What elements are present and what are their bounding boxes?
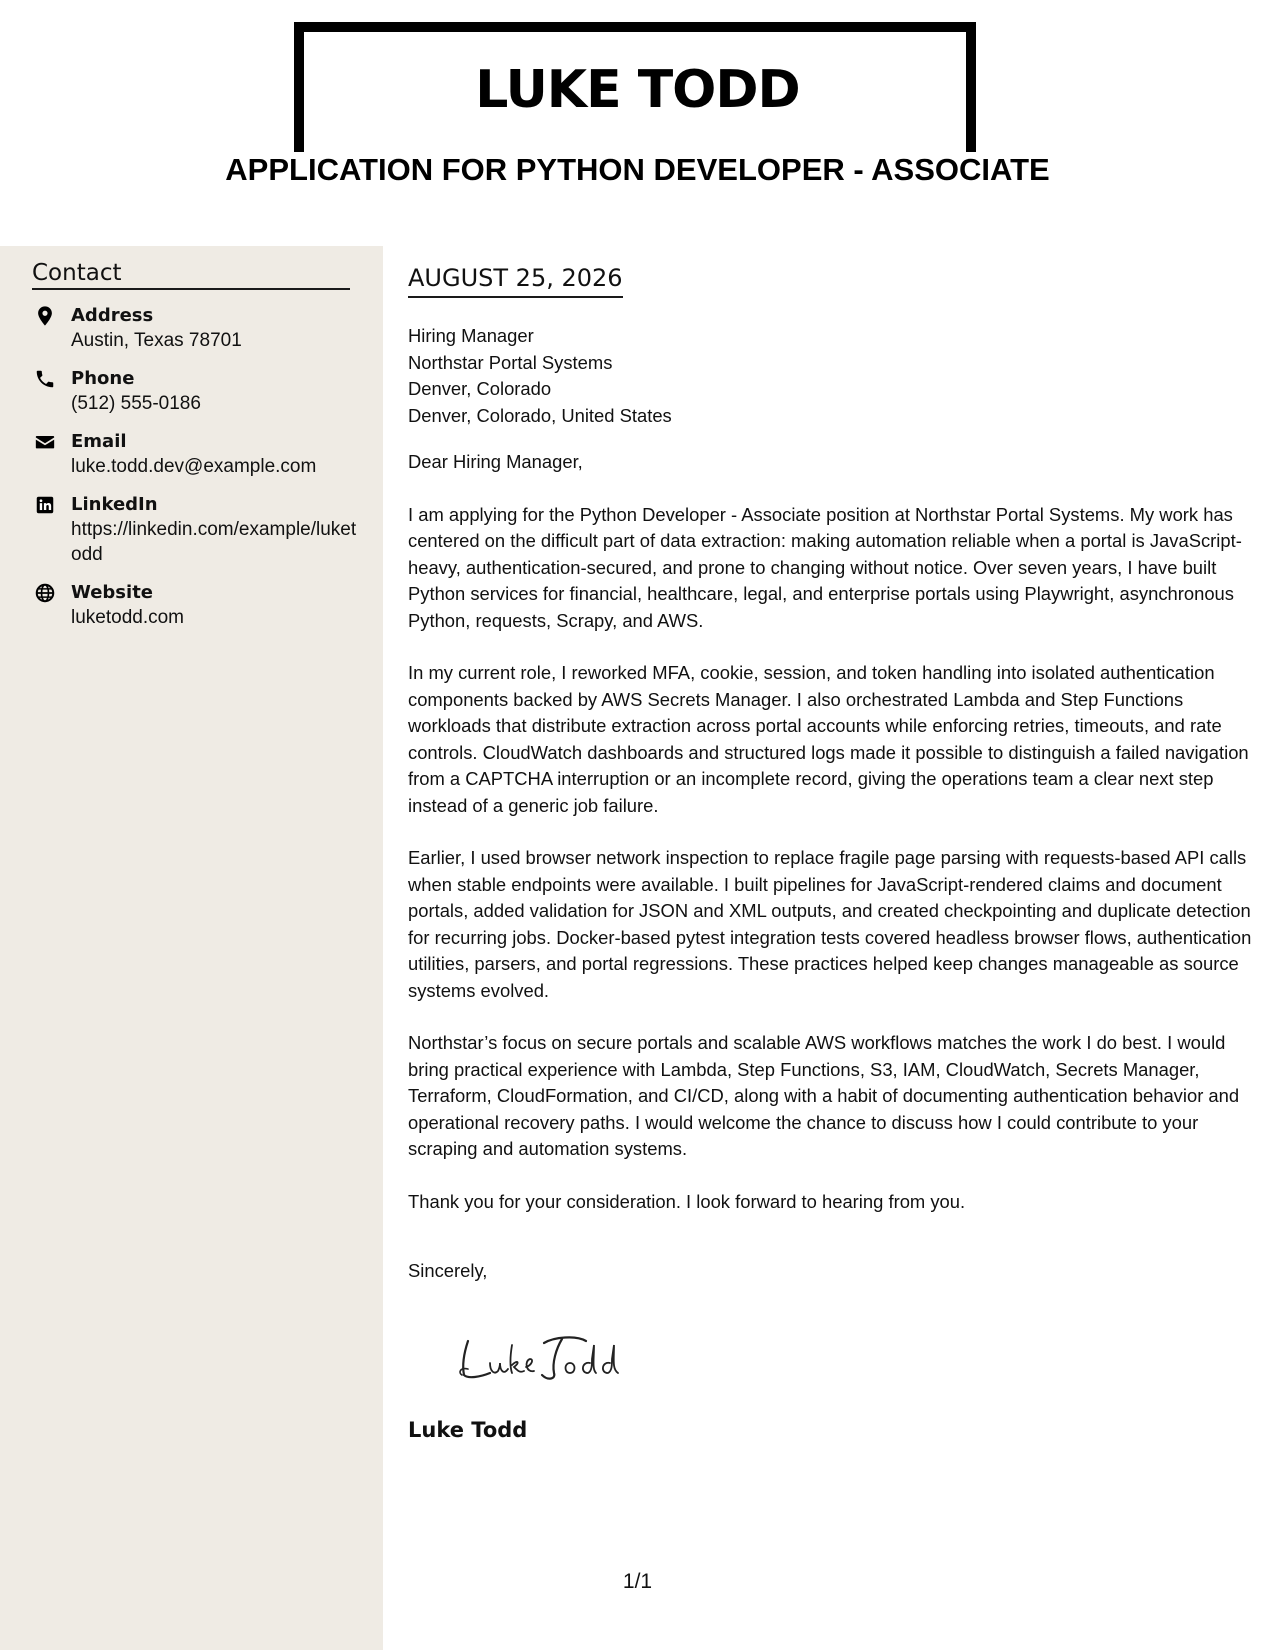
linkedin-icon <box>34 494 56 516</box>
contact-list <box>32 303 362 643</box>
map-pin-icon <box>34 305 56 327</box>
globe-icon <box>34 582 56 604</box>
body-paragraph: I am applying for the Python Developer - Associate position at Northstar Portal Systems. My work has centered on the difficult part of data extraction: making automation reliable when a portal is JavaScript-heavy, authentication-secured, and prone to changing without notice. Over seven years, I have built Python services for financial, healthcare, legal, and enterprise portals using Playwright, asynchronous Python, requests, Scrapy, and AWS. <box>408 503 1242 631</box>
phone-value: (512) 555-0186 <box>71 393 201 414</box>
contact-item-linkedin <box>32 492 362 567</box>
contact-item-email <box>32 429 362 479</box>
application-title: APPLICATION FOR PYTHON DEVELOPER - ASSOCIATE <box>225 152 1050 187</box>
contact-item-website <box>32 580 362 630</box>
body-paragraph: In my current role, I reworked MFA, cookie, session, and token handling into isolated authentication components backed by AWS Secrets Manager. I also orchestrated Lambda and Step Functions workloads that distribute extraction across portal accounts while enforcing retries, timeouts, and rate controls. CloudWatch dashboards and structured logs made it possible to distinguish a failed navigation from a CAPTCHA interruption or an incomplete record, giving the operations team a clear next step instead of a generic job failure. <box>408 662 1249 816</box>
contact-label: Email <box>71 431 127 452</box>
letter-body <box>408 323 1253 1285</box>
phone-icon <box>34 368 56 390</box>
closing: Sincerely, <box>408 1260 488 1281</box>
contact-label: Address <box>71 305 154 326</box>
recipient-block <box>408 323 1253 429</box>
letter-date: AUGUST 25, 2026 <box>408 264 623 298</box>
recipient-line: Denver, Colorado, United States <box>408 404 672 426</box>
website-value[interactable]: luketodd.com <box>71 607 185 628</box>
contact-heading: Contact <box>32 260 350 290</box>
body-paragraph: Thank you for your consideration. I look forward to hearing from you. <box>408 1190 966 1212</box>
contact-label: Website <box>71 582 154 603</box>
contact-item-phone <box>32 366 362 416</box>
linkedin-value[interactable]: https://linkedin.com/example/luketodd <box>71 519 357 565</box>
contact-item-address <box>32 303 362 353</box>
salutation: Dear Hiring Manager, <box>408 451 583 472</box>
body-paragraph: Northstar’s focus on secure portals and scalable AWS workflows matches the work I do best. I would bring practical experience with Lambda, Step Functions, S3, IAM, CloudWatch, Secrets Manager, Terraform, CloudFormation, and CI/CD, along with a habit of documenting authentication behavior and operational recovery paths. I would welcome the chance to discuss how I could contribute to your scraping and automation systems. <box>408 1032 1240 1159</box>
recipient-line: Northstar Portal Systems <box>408 351 613 373</box>
recipient-line: Hiring Manager <box>408 325 534 346</box>
handwritten-signature <box>454 1329 634 1385</box>
page-number: 1/1 <box>622 1570 653 1593</box>
envelope-icon <box>34 431 56 453</box>
signer-name: Luke Todd <box>408 1418 528 1442</box>
recipient-line: Denver, Colorado <box>408 378 552 399</box>
contact-label: Phone <box>71 368 135 389</box>
email-value[interactable]: luke.todd.dev@example.com <box>71 456 317 477</box>
body-paragraph: Earlier, I used browser network inspection to replace fragile page parsing with requests-based API calls when stable endpoints were available. I built pipelines for JavaScript-rendered claims and document portals, added validation for JSON and XML outputs, and created checkpointing and duplicate detection for recurring jobs. Docker-based pytest integration tests covered headless browser flows, authentication utilities, parsers, and portal regressions. These practices helped keep changes manageable as source systems evolved. <box>408 847 1252 1001</box>
applicant-name: LUKE TODD <box>475 60 800 120</box>
contact-label: LinkedIn <box>71 494 158 515</box>
address-value: Austin, Texas 78701 <box>71 330 242 351</box>
